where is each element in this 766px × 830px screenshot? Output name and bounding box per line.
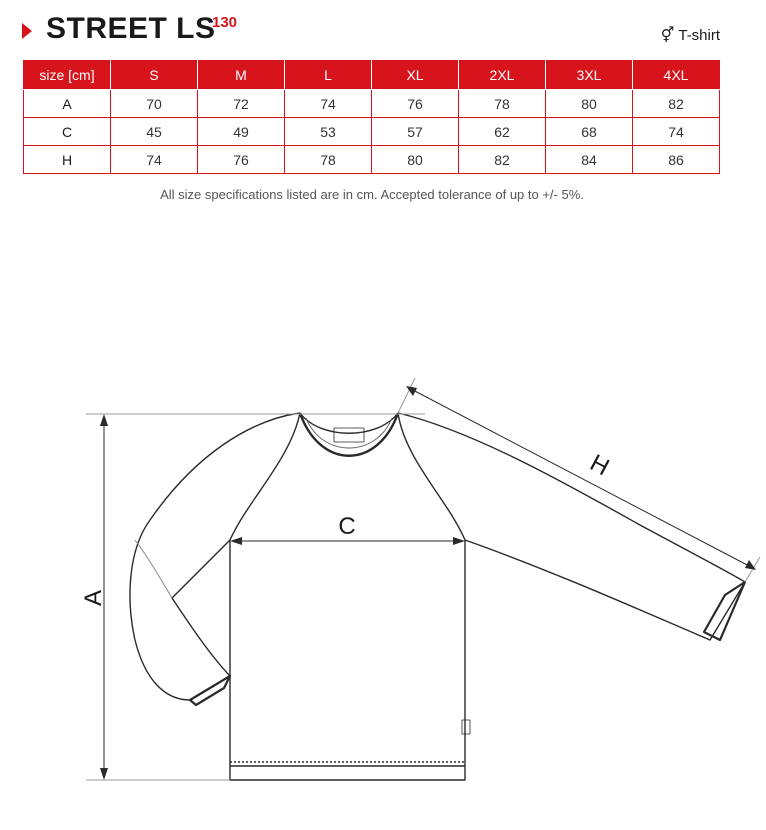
- row-label: H: [24, 146, 111, 174]
- model-number: 130: [212, 14, 238, 31]
- size-header-4xl: 4XL: [633, 61, 720, 90]
- table-cell: 78: [459, 90, 546, 118]
- table-cell: 57: [372, 118, 459, 146]
- table-cell: 74: [285, 90, 372, 118]
- table-cell: 82: [459, 146, 546, 174]
- table-cell: 76: [372, 90, 459, 118]
- table-cell: 68: [546, 118, 633, 146]
- table-cell: 78: [285, 146, 372, 174]
- row-label: A: [24, 90, 111, 118]
- dimension-h-label: H: [585, 449, 614, 482]
- shirt-outline: [130, 413, 745, 780]
- size-header-m: M: [198, 61, 285, 90]
- dimension-h: [398, 378, 760, 582]
- table-cell: 80: [546, 90, 633, 118]
- table-cell: 53: [285, 118, 372, 146]
- arrowhead-icon: [230, 537, 242, 545]
- size-header-s: S: [111, 61, 198, 90]
- product-title: STREET LS: [46, 12, 216, 45]
- table-cell: 86: [633, 146, 720, 174]
- product-type-label: T-shirt: [678, 27, 720, 44]
- arrowhead-icon: [406, 386, 417, 396]
- dimension-a: [86, 414, 425, 780]
- table-cell: 74: [633, 118, 720, 146]
- unisex-gender-icon: ⚥: [660, 27, 675, 44]
- arrowhead-icon: [453, 537, 465, 545]
- table-cell: 76: [198, 146, 285, 174]
- table-cell: 70: [111, 90, 198, 118]
- table-cell: 82: [633, 90, 720, 118]
- table-cell: 49: [198, 118, 285, 146]
- row-label: C: [24, 118, 111, 146]
- size-header-2xl: 2XL: [459, 61, 546, 90]
- dimension-c-label: C: [338, 513, 356, 540]
- table-cell: 45: [111, 118, 198, 146]
- size-header-xl: XL: [372, 61, 459, 90]
- table-cell: 74: [111, 146, 198, 174]
- tolerance-note: All size specifications listed are in cm. Accepted tolerance of up to +/- 5%.: [160, 187, 584, 202]
- size-header-l: L: [285, 61, 372, 90]
- arrowhead-icon: [100, 768, 108, 780]
- size-header-unit: size [cm]: [24, 61, 111, 90]
- arrowhead-icon: [745, 560, 756, 570]
- table-cell: 72: [198, 90, 285, 118]
- arrowhead-icon: [100, 414, 108, 426]
- table-cell: 62: [459, 118, 546, 146]
- table-cell: 80: [372, 146, 459, 174]
- size-header-3xl: 3XL: [546, 61, 633, 90]
- table-cell: 84: [546, 146, 633, 174]
- dimension-a-label: A: [80, 589, 107, 607]
